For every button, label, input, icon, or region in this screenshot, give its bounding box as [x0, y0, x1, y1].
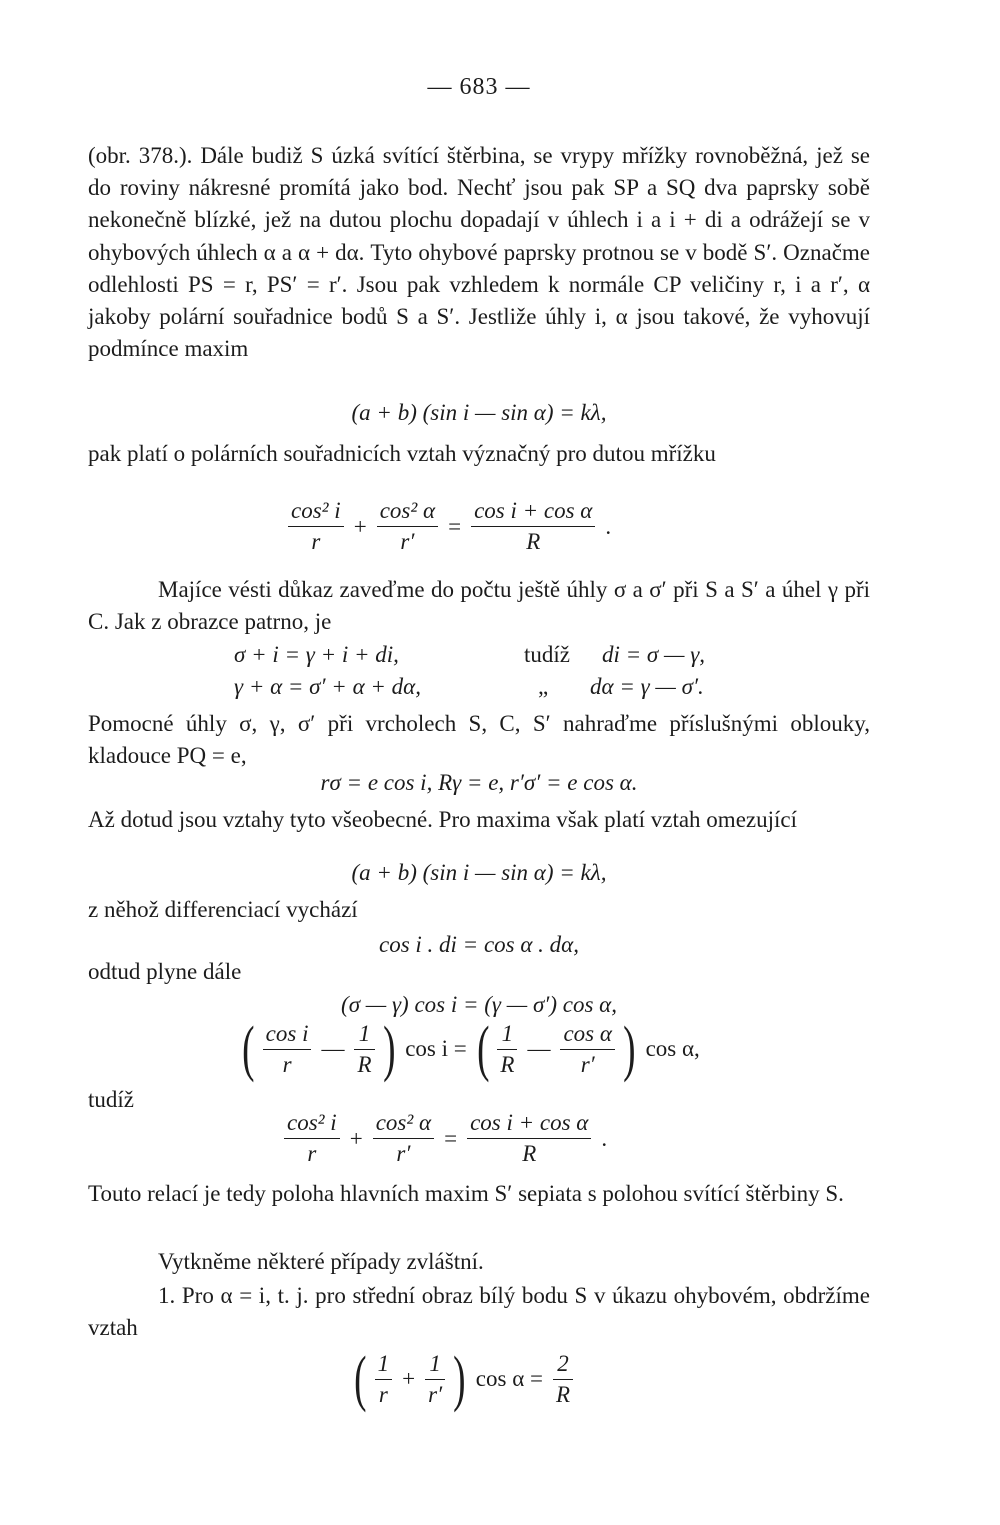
- paragraph-arcs: Pomocné úhly σ, γ, σ′ při vrcholech S, C, S′ nahraďme příslušnými oblouky, kladouce PQ = e,: [88, 711, 870, 769]
- equation-angle-product: (σ — γ) cos i = (γ — σ′) cos α,: [341, 992, 617, 1017]
- paragraph-intro: (obr. 378.). Dále budiž S úzká svítící štěrbina, se vrypy mřížky rovnoběžná, jež se do roviny nákresné promítá jako bod. Nechť jsou pak SP a SQ dva paprsky sobě nekonečně blízké, jež na dutou plochu dopadají v úhlech i a i + di a odrážejí se v ohybových úhlech α a α + dα. Tyto ohybové paprsky protnou se v bodě S′. Označme odlehlosti PS = r, PS′ = r′. Jsou pak vzhledem k normále CP veličiny r, i a r′, α jakoby polární souřadnice bodů S a S′. Jestliže úhly i, α jsou takové, že vyhovují podmínce maxim: [88, 143, 870, 362]
- paragraph-auxiliary-angles: Majíce vésti důkaz zaveďme do počtu ještě úhly σ a σ′ při S a S′ a úhel γ při C. Jak z obrazce patrno, je: [88, 577, 870, 635]
- paragraph-case-one: 1. Pro α = i, t. j. pro střední obraz bílý bodu S v úkazu ohybovém, obdržíme vztah: [88, 1283, 870, 1341]
- equation-angle-diff-1: di = σ — γ,: [602, 642, 706, 667]
- paragraph-therefore: tudíž: [88, 1087, 134, 1112]
- equation-limiting-condition: (a + b) (sin i — sin α) = kλ,: [351, 860, 607, 885]
- equation-concave-grating-result: $\frac{\text{cos² i}}{r}$ + $\frac{\text{cos² α}}{r'}$ = $\frac{\text{cos i + cos α}}{R}$ .: [280, 1110, 613, 1167]
- paragraph-differentiation: z něhož differenciací vychází: [88, 897, 358, 922]
- paragraph-general-relations: Až dotud jsou vztahy tyto všeobecné. Pro maxima však platí vztah omezující: [88, 807, 797, 832]
- paragraph-conclusion: Touto relací je tedy poloha hlavních maxim S′ sepiata s polohou svítící štěrbiny S.: [88, 1181, 844, 1206]
- paragraph-follows: odtud plyne dále: [88, 959, 242, 984]
- equation-maxima-condition: (a + b) (sin i — sin α) = kλ,: [351, 400, 607, 425]
- equation-angle-diff-2: dα = γ — σ′.: [590, 674, 704, 699]
- equation-connector-2: „: [538, 674, 549, 699]
- equation-connector-1: tudíž: [524, 642, 570, 667]
- equation-central-image: ( $\frac{1}{r}$ + $\frac{1}{r'}$ ) cos α = $\frac{2}{R}$: [350, 1348, 577, 1410]
- equation-angle-sum-1: σ + i = γ + i + di,: [234, 642, 399, 667]
- equation-differential: cos i . di = cos α . dα,: [378, 932, 579, 957]
- document-page: [88, 0, 870, 1525]
- equation-bracketed: ( $\frac{\text{cos i}}{r}$ — $\frac{1}{R}$ ) cos i = ( $\frac{1}{R}$ — $\frac{\text{cos α}}{r'}$ ) cos α,: [242, 1015, 700, 1083]
- equation-arc-relations: rσ = e cos i, Rγ = e, r′σ′ = e cos α.: [320, 770, 638, 795]
- paragraph-special-cases: Vytkněme některé případy zvláštní.: [158, 1249, 484, 1274]
- equation-concave-grating: $\frac{\text{cos² i}}{r}$ + $\frac{\text{cos² α}}{r'}$ = $\frac{\text{cos i + cos α}}{R}$ .: [284, 498, 617, 555]
- equation-angle-sum-2: γ + α = σ′ + α + dα,: [234, 674, 421, 699]
- page-number: — 683 —: [427, 74, 531, 100]
- paragraph-polar-relation: pak platí o polárních souřadnicích vztah význačný pro dutou mřížku: [88, 441, 716, 466]
